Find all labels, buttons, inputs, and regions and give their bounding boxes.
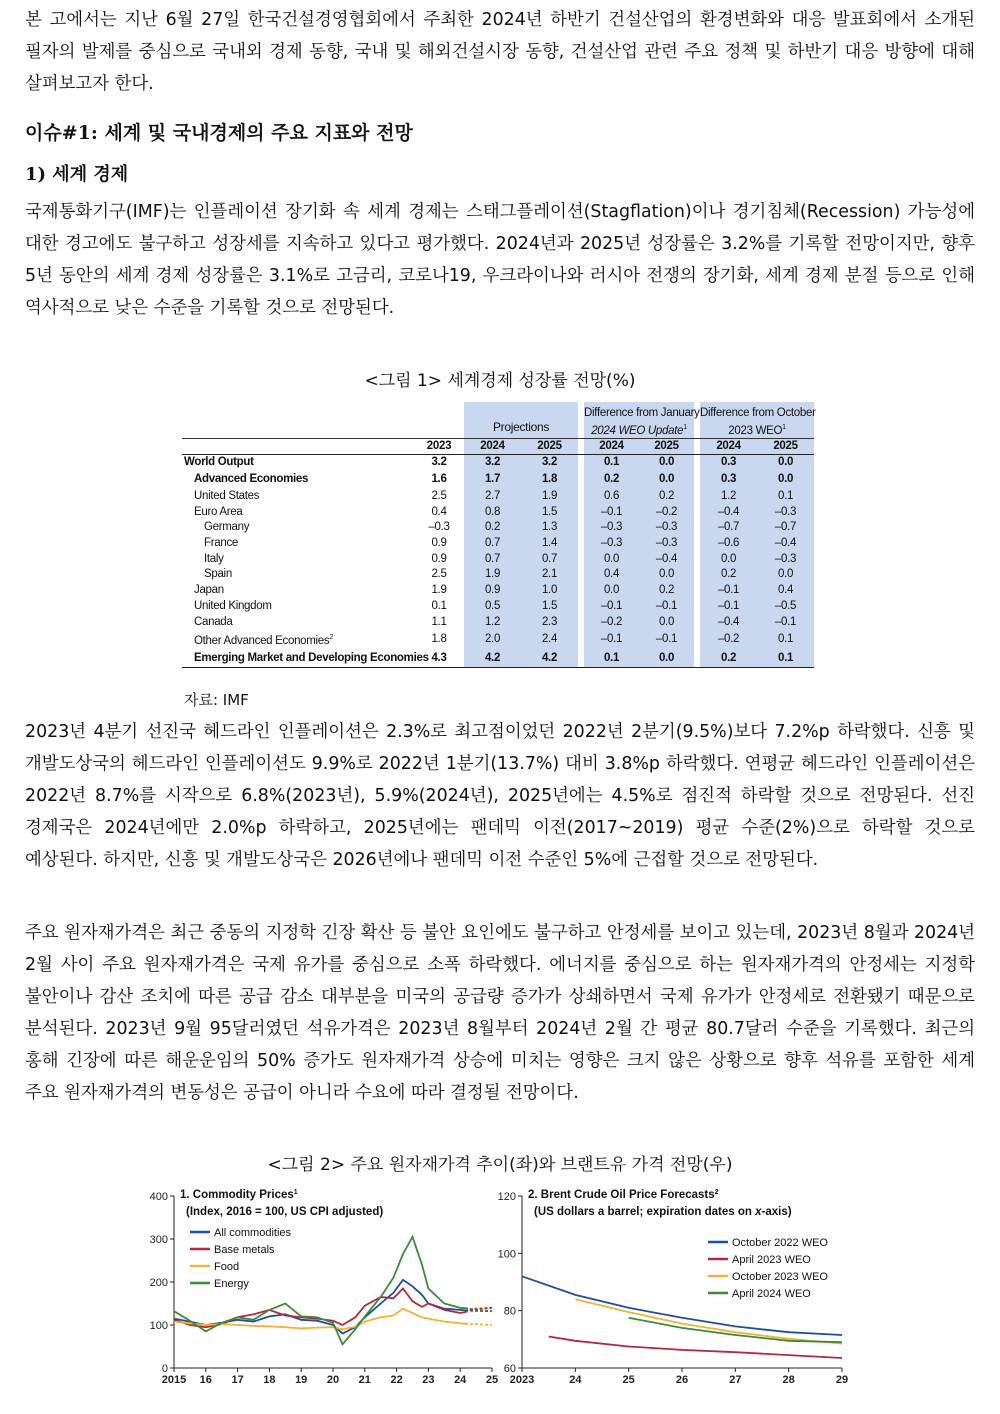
series-projection-line: [465, 1310, 492, 1311]
table-cell: –0.1: [757, 615, 814, 631]
row-label-text: United States: [194, 489, 260, 502]
paragraph-commodities: 주요 원자재가격은 최근 중동의 지정학 긴장 확산 등 불안 요인에도 불구하고 안정세를 보이고 있는데, 2023년 8월과 2024년 2월 사이 주요 원자재가격은 국제 유가를 중심으로 소폭 하락했다. 에너지를 중심으로 하는 원자재가격의 안정세는 지정학 불안이나 감산 조치에 따른 공급 감소 대부분을 미국의 공급량 증가가 상쇄하면서 국제 유가가 안정세로 전환됐기 때문으로 분석된다. 2023년 9월 95달러였던 석유가격은 2023년 8월부터 2024년 2월 간 평균 80.7달러 수준을 기록했다. 최근의 홍해 긴장에 따른 해운운임의 50% 증가도 원자재가격 상승에 미치는 영향은 크지 않은 상황으로 향후 석유를 포함한 세계 주요 원자재가격의 변동성은 공급이 아니라 수요에 따라 결정될 전망이다.: [25, 923, 975, 1103]
table-cell: –0.6: [700, 536, 757, 552]
row-label: [182, 455, 414, 471]
y-tick-label: 60: [503, 1363, 516, 1375]
figure1-source: 자료: IMF: [184, 691, 249, 709]
row-label-text: Advanced Economies: [194, 473, 309, 486]
table-cell: 0.4: [584, 567, 639, 583]
table-cell: 2.5: [431, 568, 447, 581]
projections-header: Projections: [464, 402, 578, 438]
table-cell: 0.1: [431, 599, 447, 612]
table-cell: –0.4: [700, 505, 757, 521]
table-cell: 0.1: [757, 489, 814, 505]
chart-title-sup: 1: [293, 1189, 298, 1196]
table-cell: 2.5: [431, 489, 447, 502]
row-label-text: Canada: [194, 615, 233, 628]
table-row: [182, 599, 814, 615]
row-label: [182, 599, 414, 615]
table-cell: –0.3: [639, 536, 694, 552]
table-cell: 1.7: [464, 471, 521, 489]
table-row: [182, 489, 814, 505]
table-cell: 0.2: [464, 520, 521, 536]
table-cell: 0.0: [757, 455, 814, 471]
figure1-caption: <그림 1> 세계경제 성장률 전망(%): [364, 371, 636, 391]
table-cell: 4.3: [414, 650, 464, 668]
x-tick-label: 25: [622, 1374, 635, 1386]
x-tick-label: 2015: [161, 1374, 187, 1386]
x-tick-label: 28: [782, 1374, 795, 1386]
table-cell: 0.2: [639, 489, 694, 505]
column-header: 2024: [584, 438, 639, 455]
table-cell: 0.0: [757, 471, 814, 489]
table-cell: 0.1: [757, 630, 814, 650]
oct-diff-header-text: 2023 WEO: [728, 424, 783, 437]
y-tick-label: 100: [497, 1248, 516, 1261]
table-cell: 0.0: [584, 583, 639, 599]
table-cell: –0.2: [584, 615, 639, 631]
table-cell: 2.3: [521, 615, 578, 631]
row-label-text: Emerging Market and Developing Economies: [194, 651, 429, 664]
row-label: [182, 615, 414, 631]
table-cell: 0.2: [700, 567, 757, 583]
paragraph-inflation: 2023년 4분기 선진국 헤드라인 인플레이션은 2.3%로 최고점이었던 2022년 2분기(9.5%)보다 7.2%p 하락했다. 신흥 및 개발도상국의 헤드라인 인플레이션도 9.9%로 2022년 1분기(13.7%) 대비 3.8%p 하락했다. 연평균 헤드라인 인플레이션은 2022년 8.7%를 시작으로 6.8%(2023년), 5.9%(2024년), 2025년에는 4.5%로 점진적 하락할 것으로 전망된다. 선진 경제국은 2024년에만 2.0%p 하락하고, 2025년에는 팬데믹 이전(2017~2019) 평균 수준(2%)으로 하락할 것으로 예상된다. 하지만, 신흥 및 개발도상국은 2026년에나 팬데믹 이전 수준인 5%에 근접할 것으로 전망된다.: [25, 722, 975, 870]
row-label: [182, 583, 414, 599]
table-cell: 0.0: [639, 471, 694, 489]
intro-paragraph: 본 고에서는 지난 6월 27일 한국건설경영협회에서 주최한 2024년 하반기 건설산업의 환경변화와 대응 발표회에서 소개된 필자의 발제를 중심으로 국내외 경제 동향, 국내 및 해외건설시장 동향, 건설산업 관련 주요 정책 및 하반기 대응 방향에 대해 살펴보고자 한다.: [25, 10, 975, 94]
table-cell: 0.0: [584, 552, 639, 568]
table-cell: 0.1: [584, 650, 639, 668]
chart-subtitle-part: x: [755, 1206, 762, 1218]
table-cell: 0.0: [639, 650, 694, 668]
table-cell: 0.3: [700, 471, 757, 489]
jan-diff-header-text: 2024 WEO Update: [591, 424, 684, 437]
table-cell: 0.2: [700, 650, 757, 668]
chart-subtitle-part: (US dollars a barrel; expiration dates on: [534, 1206, 756, 1218]
column-header: 2025: [521, 438, 578, 455]
table-cell: 2.4: [521, 630, 578, 650]
table-cell: 1.1: [431, 615, 447, 628]
x-tick-label: 26: [675, 1374, 689, 1386]
table-cell: 3.2: [521, 455, 578, 471]
row-label-text: Other Advanced Economies: [194, 635, 330, 648]
row-label: [182, 650, 429, 668]
x-tick-label: 18: [263, 1374, 276, 1386]
table-row: [182, 505, 814, 521]
y-tick-label: 80: [503, 1305, 516, 1318]
x-tick-label: 29: [835, 1374, 849, 1386]
x-tick-label: 24: [569, 1374, 582, 1386]
chart-title: [528, 1189, 719, 1201]
x-tick-label: 27: [729, 1374, 742, 1386]
y-tick-label: 100: [149, 1320, 168, 1332]
table-row: [182, 630, 814, 650]
table-row: [182, 615, 814, 631]
y-tick-label: 300: [149, 1234, 168, 1246]
row-label-text: World Output: [184, 456, 254, 469]
table-corner: [182, 438, 414, 455]
table-cell: 1.9: [464, 567, 521, 583]
row-label-text: Spain: [204, 568, 232, 581]
table-cell: 0.8: [464, 505, 521, 521]
table-cell: 2.0: [464, 630, 521, 650]
table-cell: 0.7: [464, 552, 521, 568]
chart-subtitle-part: -axis): [761, 1206, 792, 1218]
table-cell: 0.5: [464, 599, 521, 615]
table-cell: 3.2: [414, 455, 464, 471]
table-cell: 2.7: [464, 489, 521, 505]
table-cell: –0.2: [639, 505, 694, 521]
column-header: 2024: [700, 438, 757, 455]
growth-projection-table: [182, 402, 814, 682]
table-cell: 1.5: [521, 599, 578, 615]
chart-title-text: 1. Commodity Prices: [180, 1189, 294, 1201]
table-cell: –0.4: [757, 536, 814, 552]
table-cell: 0.4: [757, 583, 814, 599]
table-cell: 1.0: [521, 583, 578, 599]
brent-forecast-chart: [497, 1184, 860, 1394]
table-cell: 0.6: [584, 489, 639, 505]
table-cell: 1.3: [521, 520, 578, 536]
table-row: [182, 552, 814, 568]
jan-diff-header-line2: [584, 421, 694, 438]
y-tick-label: 0: [161, 1363, 168, 1375]
series-line: [629, 1318, 842, 1342]
figure2-caption: <그림 2> 주요 원자재가격 추이(좌)와 브랜트유 가격 전망(우): [267, 1155, 733, 1175]
x-tick-label: 20: [326, 1374, 340, 1386]
table-cell: 0.4: [431, 505, 447, 518]
x-tick-label: 22: [390, 1374, 403, 1386]
subsection-title: 1) 세계 경제: [25, 164, 129, 185]
row-label: [182, 567, 414, 583]
column-header: 2025: [639, 438, 694, 455]
table-cell: –0.1: [584, 630, 639, 650]
table-row: [182, 471, 814, 489]
table-cell: 2.1: [521, 567, 578, 583]
column-header: 2025: [757, 438, 814, 455]
table-row: [182, 583, 814, 599]
table-cell: 0.9: [431, 537, 447, 550]
series-projection-line: [465, 1324, 492, 1325]
y-tick-label: 400: [149, 1191, 168, 1203]
x-tick-label: 19: [295, 1374, 308, 1386]
table-cell: 1.8: [521, 471, 578, 489]
table-cell: –0.1: [700, 599, 757, 615]
table-cell: –0.3: [639, 520, 694, 536]
table-cell: –0.1: [639, 599, 694, 615]
row-label-text: United Kingdom: [194, 599, 272, 612]
table-cell: 0.2: [584, 471, 639, 489]
legend-label: October 2023 WEO: [732, 1271, 828, 1283]
table-cell: –0.3: [757, 552, 814, 568]
row-label: [182, 520, 414, 536]
x-tick-label: 21: [358, 1374, 371, 1386]
row-label: [182, 471, 414, 489]
table-cell: 0.7: [464, 536, 521, 552]
table-cell: 1.5: [521, 505, 578, 521]
table-row: [182, 520, 814, 536]
chart-title-sup: 2: [714, 1189, 719, 1196]
oct-diff-header-line2: [700, 421, 814, 438]
legend-label: April 2024 WEO: [732, 1288, 811, 1300]
series-line: [522, 1276, 842, 1335]
row-label: [182, 536, 414, 552]
chart-title-text: 2. Brent Crude Oil Price Forecasts: [528, 1189, 715, 1201]
row-label-sup: 2: [329, 634, 333, 642]
table-cell: 1.2: [700, 489, 757, 505]
table-cell: 0.0: [639, 615, 694, 631]
table-cell: 0.0: [639, 455, 694, 471]
table-cell: 1.8: [431, 633, 447, 646]
table-cell: –0.7: [757, 520, 814, 536]
row-label-text: France: [204, 537, 238, 550]
table-cell: 0.3: [700, 455, 757, 471]
table-cell: –0.2: [700, 630, 757, 650]
table-cell: 0.7: [521, 552, 578, 568]
table-cell: –0.3: [428, 521, 450, 534]
legend-label: Energy: [214, 1278, 249, 1290]
jan-diff-header-sup: 1: [683, 423, 687, 431]
oct-diff-header-line1: Difference from October: [700, 402, 814, 421]
column-header: 2024: [464, 438, 521, 455]
x-tick-label: 25: [485, 1374, 499, 1386]
table-row: [182, 536, 814, 552]
table-cell: 0.9: [464, 583, 521, 599]
x-tick-label: 2023: [509, 1374, 535, 1386]
legend-label: April 2023 WEO: [732, 1254, 811, 1266]
legend-label: Base metals: [214, 1244, 275, 1256]
table-cell: –0.5: [757, 599, 814, 615]
y-tick-label: 120: [497, 1191, 516, 1203]
x-tick-label: 23: [422, 1374, 435, 1386]
table-cell: 0.9: [431, 552, 447, 565]
legend-label: October 2022 WEO: [732, 1237, 828, 1249]
row-label: [182, 630, 414, 650]
table-cell: 4.2: [521, 650, 578, 668]
x-tick-label: 17: [231, 1374, 244, 1386]
row-label-text: Japan: [194, 584, 224, 597]
x-tick-label: 24: [454, 1374, 467, 1386]
table-cell: 0.0: [700, 552, 757, 568]
chart-subtitle: (Index, 2016 = 100, US CPI adjusted): [186, 1206, 384, 1218]
table-row: [182, 455, 814, 471]
table-cell: 1.9: [431, 584, 447, 597]
row-label: [182, 552, 414, 568]
column-header: 2023: [414, 438, 464, 455]
chart-subtitle: [534, 1206, 792, 1218]
table-cell: –0.4: [639, 552, 694, 568]
table-cell: –0.7: [700, 520, 757, 536]
table-row: [182, 567, 814, 583]
table-row: [182, 650, 814, 668]
commodity-prices-chart: [140, 1184, 500, 1394]
table-cell: 0.2: [639, 583, 694, 599]
table-cell: –0.1: [700, 583, 757, 599]
table-cell: 3.2: [464, 455, 521, 471]
table-cell: 0.1: [757, 650, 814, 668]
x-tick-label: 16: [199, 1374, 212, 1386]
legend-label: All commodities: [214, 1227, 292, 1239]
table-cell: 1.4: [521, 536, 578, 552]
table-cell: 0.1: [584, 455, 639, 471]
oct-diff-header-sup: 1: [782, 423, 786, 431]
row-label: [182, 489, 414, 505]
table-cell: –0.3: [584, 536, 639, 552]
legend-label: Food: [214, 1261, 240, 1273]
row-label: [182, 505, 414, 521]
section-title: 이슈#1: 세계 및 국내경제의 주요 지표와 전망: [25, 122, 413, 144]
table-cell: –0.1: [639, 630, 694, 650]
table-cell: –0.4: [700, 615, 757, 631]
row-label-text: Italy: [204, 552, 224, 565]
row-label-text: Germany: [204, 521, 250, 534]
table-cell: 1.6: [431, 473, 447, 486]
jan-diff-header-line1: Difference from January: [584, 402, 694, 421]
table-cell: 0.0: [757, 567, 814, 583]
chart-title: [180, 1189, 298, 1201]
table-cell: 1.2: [464, 615, 521, 631]
table-cell: –0.1: [584, 599, 639, 615]
y-tick-label: 200: [149, 1277, 168, 1289]
table-cell: 0.0: [639, 567, 694, 583]
table-cell: 1.9: [521, 489, 578, 505]
row-label-text: Euro Area: [194, 505, 243, 518]
table-cell: –0.1: [584, 505, 639, 521]
table-cell: –0.3: [757, 505, 814, 521]
table-cell: –0.3: [584, 520, 639, 536]
paragraph-world-economy: 국제통화기구(IMF)는 인플레이션 장기화 속 세계 경제는 스태그플레이션(Stagflation)이나 경기침체(Recession) 가능성에 대한 경고에도 불구하고 성장세를 지속하고 있다고 평가했다. 2024년과 2025년 성장률은 3.2%를 기록할 전망이지만, 향후 5년 동안의 세계 경제 성장률은 3.1%로 고금리, 코로나19, 우크라이나와 러시아 전쟁의 장기화, 세계 경제 분절 등으로 인해 역사적으로 낮은 수준을 기록할 것으로 전망된다.: [25, 202, 975, 318]
table-cell: 4.2: [464, 650, 521, 668]
